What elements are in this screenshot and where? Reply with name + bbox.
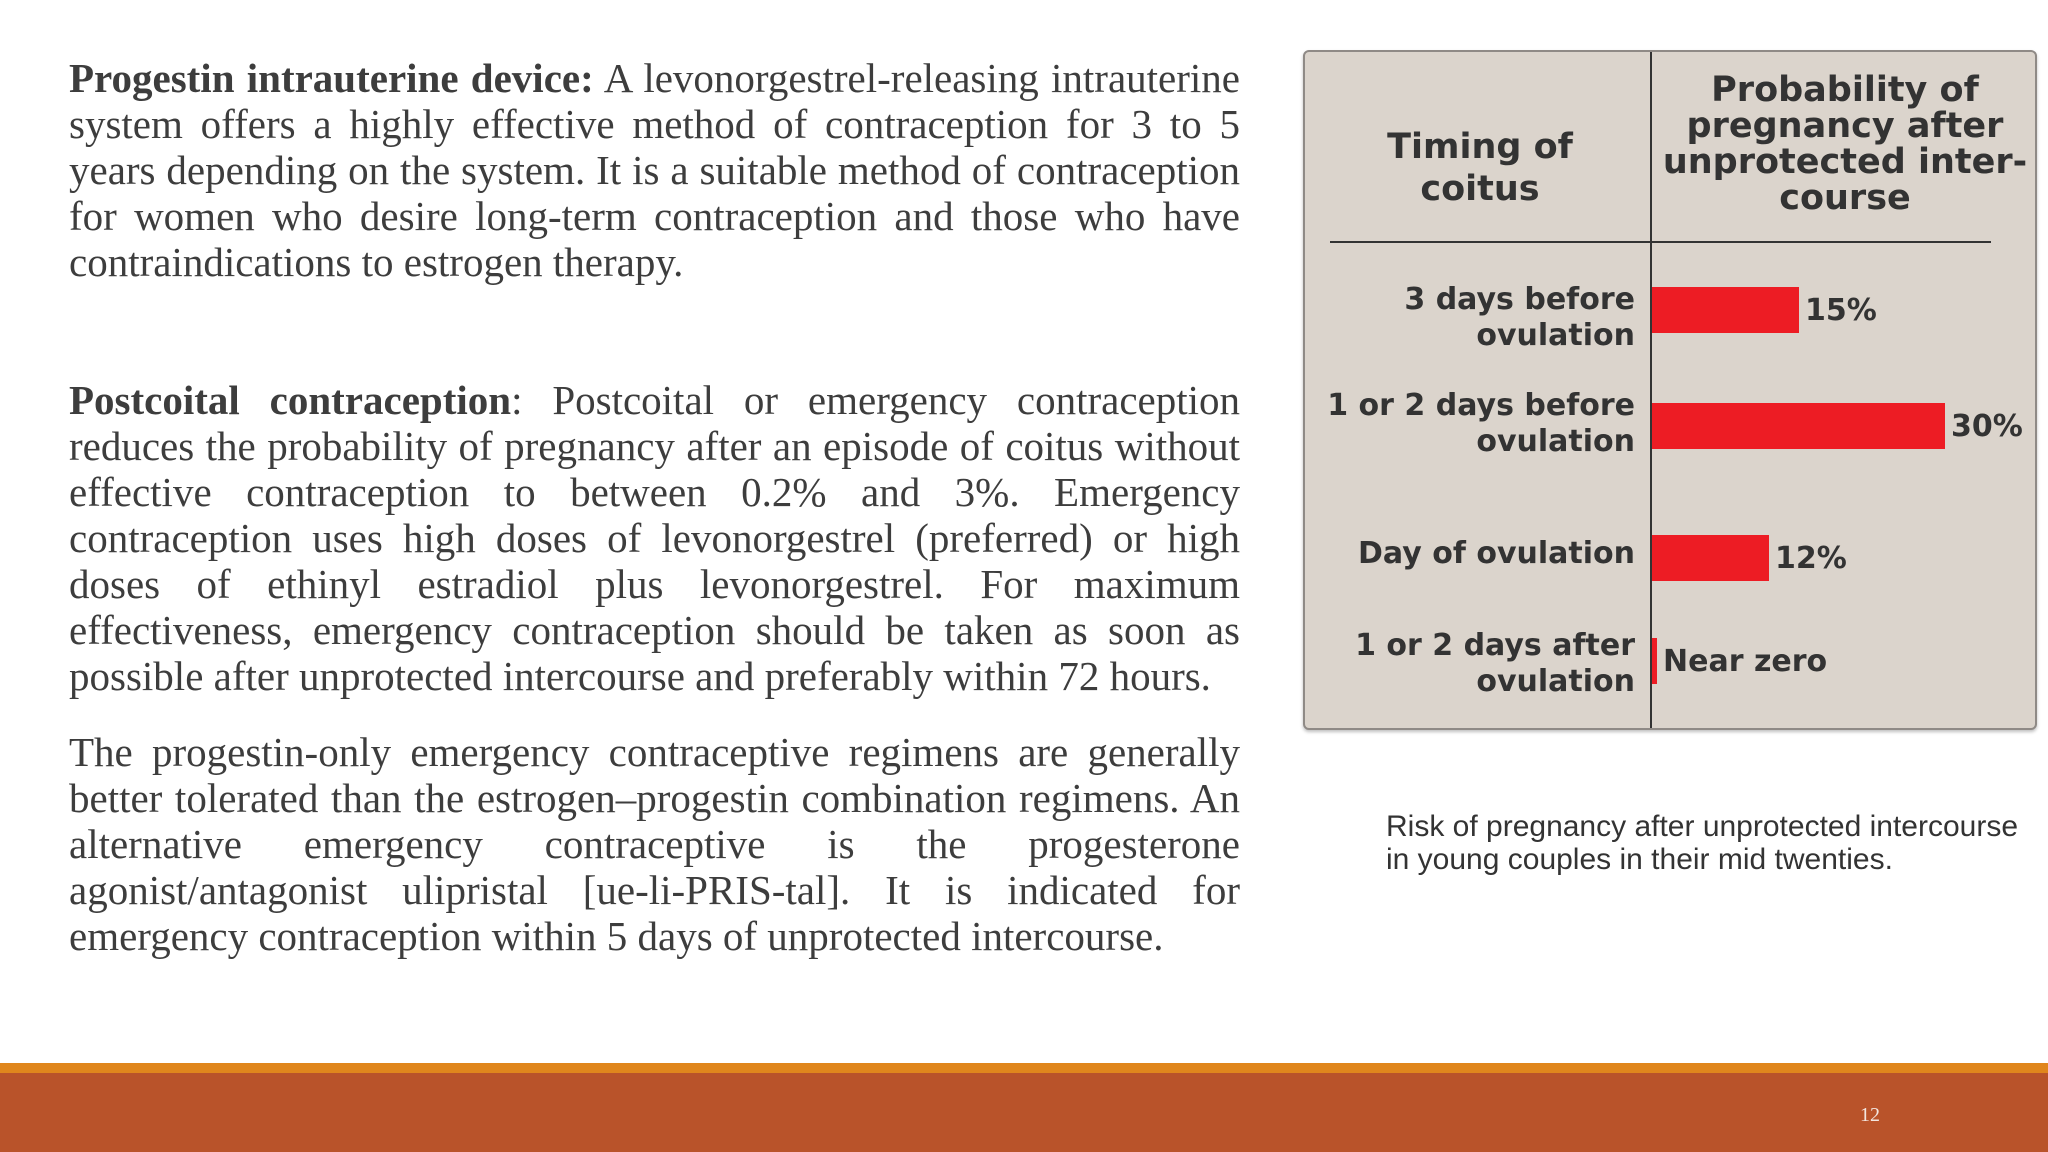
page-number: 12 — [1860, 1104, 1880, 1126]
paragraph-iud — [69, 55, 1240, 285]
bar-value-label: 15% — [1805, 293, 1877, 328]
paragraph-postcoital — [69, 377, 1240, 699]
paragraph-iud-text: A levonorgestrel-releasing intrauterine system offers a highly effective method of contraception for 3 to 5 years depending on the system. It is a suitable method of contraception for women who desire long-term contraception and those who have contraindications to estrogen therapy. — [69, 55, 1240, 285]
header-divider — [1330, 241, 1991, 243]
bar-value-label: Near zero — [1663, 644, 1828, 679]
row-label: 3 days before ovulation — [1404, 282, 1635, 353]
pregnancy-risk-figure — [1303, 50, 2037, 730]
paragraph-postcoital-heading: Postcoital contraception — [69, 377, 512, 423]
figure-caption: Risk of pregnancy after unprotected intercourse in young couples in their mid twenties. — [1386, 810, 2019, 876]
header-probability: Probability of pregnancy after unprotected inter-course — [1662, 70, 2028, 218]
bar — [1652, 638, 1657, 684]
row-label: 1 or 2 days after ovulation — [1355, 628, 1635, 699]
bar-value-label: 12% — [1775, 541, 1847, 576]
row-label: 1 or 2 days before ovulation — [1327, 388, 1635, 459]
paragraph-postcoital-text: : Postcoital or emergency contraception reduces the probability of pregnancy after an episode of coitus without effective contraception to between 0.2% and 3%. Emergency contraception uses high doses of levonorgestrel (preferred) or high doses of ethinyl estradiol plus levonorgestrel. For maximum effectiveness, emergency contraception should be taken as soon as possible after unprotected intercourse and preferably within 72 hours. — [69, 377, 1240, 699]
body-text — [69, 55, 1240, 959]
footer-bar — [0, 1073, 2048, 1152]
paragraph-progestin-only: The progestin-only emergency contraceptive regimens are generally better tolerated than the estrogen–progestin combination regimens. An alternative emergency contraceptive is the progesterone agonist/antagonist ulipristal [ue-li-PRIS-tal]. It is indicated for emergency contraception within 5 days of unprotected intercourse. — [69, 729, 1240, 959]
bar — [1652, 287, 1799, 333]
bar-value-label: 30% — [1951, 409, 2023, 444]
bar — [1652, 535, 1769, 581]
footer-stripe — [0, 1063, 2048, 1073]
bar — [1652, 403, 1945, 449]
paragraph-iud-heading: Progestin intrauterine device: — [69, 55, 594, 101]
header-timing-of-coitus: Timing of coitus — [1387, 127, 1573, 209]
row-label: Day of ovulation — [1358, 536, 1635, 571]
column-divider — [1650, 52, 1652, 728]
